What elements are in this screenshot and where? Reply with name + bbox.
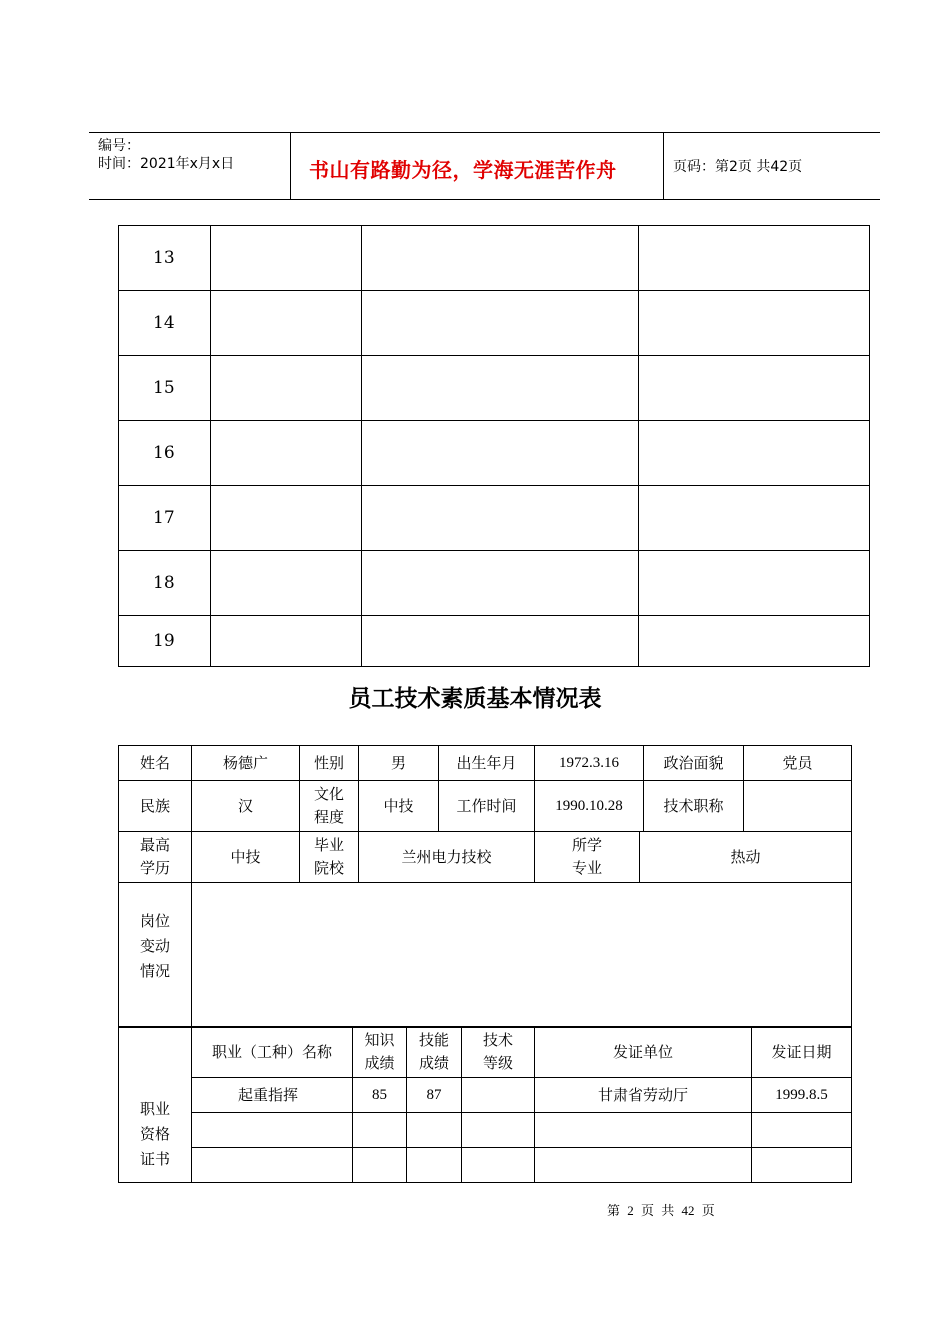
- cert-occupation: 起重指挥: [192, 1078, 353, 1113]
- cert-date: 1999.8.5: [752, 1078, 852, 1113]
- ethnicity-label: 民族: [119, 781, 192, 832]
- row-number: 17: [119, 486, 211, 551]
- table-row: [119, 832, 852, 883]
- header-top-rule: [89, 132, 880, 133]
- cert-header-date: 发证日期: [752, 1027, 852, 1078]
- post-change-label: 岗位变动情况: [119, 883, 192, 1028]
- cert-header-level: 技术等级: [462, 1027, 535, 1078]
- cert-header-knowledge: 知识成绩: [353, 1027, 407, 1078]
- table-row: [119, 226, 870, 291]
- table-row: [119, 421, 870, 486]
- worktime-label: 工作时间: [439, 781, 535, 832]
- ethnicity-value: 汉: [192, 781, 300, 832]
- table-row: [119, 781, 852, 832]
- cert-level: [462, 1113, 535, 1148]
- table-row: [119, 1078, 852, 1113]
- education-value: 中技: [192, 832, 300, 883]
- cert-knowledge-score: [353, 1148, 407, 1183]
- education-table: [118, 831, 852, 1028]
- table-row: [119, 291, 870, 356]
- continuation-table: [118, 225, 870, 667]
- row-number: 14: [119, 291, 211, 356]
- worktime-value: 1990.10.28: [535, 781, 644, 832]
- table-row: [119, 1148, 852, 1183]
- document-number-label: 编号：: [98, 138, 140, 154]
- birth-value: 1972.3.16: [535, 746, 644, 781]
- table-row: [119, 616, 870, 667]
- personnel-info-table: [118, 745, 852, 832]
- cert-header-skill: 技能成绩: [407, 1027, 462, 1078]
- table-row: [119, 746, 852, 781]
- table-row: [119, 1113, 852, 1148]
- cert-skill-score: [407, 1148, 462, 1183]
- gender-value: 男: [359, 746, 439, 781]
- culture-value: 中技: [359, 781, 439, 832]
- politics-value: 党员: [744, 746, 852, 781]
- cert-issuer: [535, 1148, 752, 1183]
- name-label: 姓名: [119, 746, 192, 781]
- post-change-value: [192, 883, 852, 1028]
- header-bottom-rule: [89, 199, 880, 200]
- cert-skill-score: 87: [407, 1078, 462, 1113]
- gender-label: 性别: [300, 746, 359, 781]
- header-divider-1: [290, 132, 291, 200]
- certificate-table: [118, 1026, 852, 1183]
- cert-occupation: [192, 1148, 353, 1183]
- culture-label: 文化程度: [300, 781, 359, 832]
- cert-occupation: [192, 1113, 353, 1148]
- cert-date: [752, 1148, 852, 1183]
- table-row: [119, 356, 870, 421]
- table-row: [119, 883, 852, 1028]
- cert-issuer: 甘肃省劳动厅: [535, 1078, 752, 1113]
- cert-level: [462, 1148, 535, 1183]
- header-page-label: 页码：第2页 共42页: [673, 159, 803, 175]
- cert-knowledge-score: 85: [353, 1078, 407, 1113]
- page-footer: 第 2 页 共 42 页: [607, 1203, 715, 1218]
- table-row: [119, 551, 870, 616]
- row-number: 15: [119, 356, 211, 421]
- cert-skill-score: [407, 1113, 462, 1148]
- birth-label: 出生年月: [439, 746, 535, 781]
- tech-title-value: [744, 781, 852, 832]
- cert-date: [752, 1113, 852, 1148]
- row-number: 18: [119, 551, 211, 616]
- school-label: 毕业院校: [300, 832, 359, 883]
- school-value: 兰州电力技校: [359, 832, 535, 883]
- major-value: 热动: [640, 832, 852, 883]
- cert-header-occupation: 职业（工种）名称: [192, 1027, 353, 1078]
- cert-level: [462, 1078, 535, 1113]
- table-row: [119, 1027, 852, 1078]
- document-time-label: 时间：2021年x月x日: [98, 156, 235, 172]
- cert-header-issuer: 发证单位: [535, 1027, 752, 1078]
- cert-knowledge-score: [353, 1113, 407, 1148]
- name-value: 杨德广: [192, 746, 300, 781]
- row-number: 19: [119, 616, 211, 667]
- certificate-label: 职业资格证书: [119, 1027, 192, 1183]
- tech-title-label: 技术职称: [644, 781, 744, 832]
- header-divider-2: [663, 132, 664, 200]
- cert-issuer: [535, 1113, 752, 1148]
- education-label: 最高学历: [119, 832, 192, 883]
- header-motto: 书山有路勤为径，学海无涯苦作舟: [309, 158, 617, 182]
- row-number: 13: [119, 226, 211, 291]
- row-number: 16: [119, 421, 211, 486]
- politics-label: 政治面貌: [644, 746, 744, 781]
- table-row: [119, 486, 870, 551]
- form-title: 员工技术素质基本情况表: [348, 686, 602, 712]
- major-label: 所学专业: [535, 832, 640, 883]
